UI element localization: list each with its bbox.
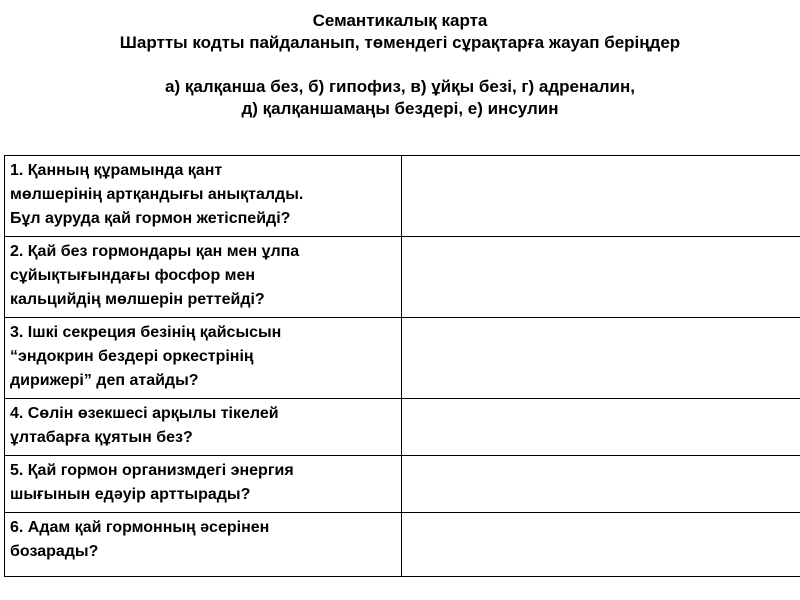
- question-cell: [5, 456, 402, 513]
- question-cell: [5, 156, 402, 237]
- question-line: 3. Ішкі секреция безінің қайсысын: [10, 324, 282, 341]
- instruction-text: Шартты кодты пайдаланып, төмендегі сұрақтарға жауап беріңдер: [119, 33, 681, 52]
- question-line: шығынын едәуір арттырады?: [10, 486, 251, 503]
- worksheet-header: [0, 10, 800, 120]
- answer-options-line-2: д) қалқаншамаңы бездері, е) инсулин: [241, 99, 559, 118]
- question-line: бозарады?: [10, 543, 99, 560]
- answer-cell[interactable]: [402, 156, 800, 237]
- answer-cell[interactable]: [402, 318, 800, 399]
- table-row: [5, 156, 800, 237]
- answer-cell[interactable]: [402, 513, 800, 577]
- question-line: ұлтабарға құятын без?: [10, 429, 193, 446]
- table-row: [5, 513, 800, 577]
- question-line: мөлшерінің артқандығы анықталды.: [10, 186, 304, 203]
- answer-cell[interactable]: [402, 399, 800, 456]
- question-cell: [5, 318, 402, 399]
- question-answer-table: [4, 155, 800, 577]
- question-line: сұйықтығындағы фосфор мен: [10, 267, 256, 284]
- question-cell: [5, 237, 402, 318]
- question-cell: [5, 399, 402, 456]
- question-line: “эндокрин бездері оркестрінің: [10, 348, 254, 365]
- question-line: кальцийдің мөлшерін реттейді?: [10, 291, 265, 308]
- answer-cell[interactable]: [402, 237, 800, 318]
- question-line: 1. Қанның құрамында қант: [10, 162, 223, 179]
- question-line: 4. Сөлін өзекшесі арқылы тікелей: [10, 405, 279, 422]
- question-line: 6. Адам қай гормонның әсерінен: [10, 519, 270, 536]
- question-line: Бұл ауруда қай гормон жетіспейді?: [10, 210, 291, 227]
- table-row: [5, 456, 800, 513]
- question-cell: [5, 513, 402, 577]
- table-row: [5, 318, 800, 399]
- page-title: Семантикалық карта: [312, 11, 488, 30]
- answer-cell[interactable]: [402, 456, 800, 513]
- question-line: 2. Қай без гормондары қан мен ұлпа: [10, 243, 300, 260]
- answer-options-line-1: а) қалқанша без, б) гипофиз, в) ұйқы безі, г) адреналин,: [165, 77, 635, 96]
- question-line: 5. Қай гормон организмдегі энергия: [10, 462, 294, 479]
- table-row: [5, 237, 800, 318]
- header-spacer: [0, 54, 800, 76]
- question-line: дирижері” деп атайды?: [10, 372, 199, 389]
- table-row: [5, 399, 800, 456]
